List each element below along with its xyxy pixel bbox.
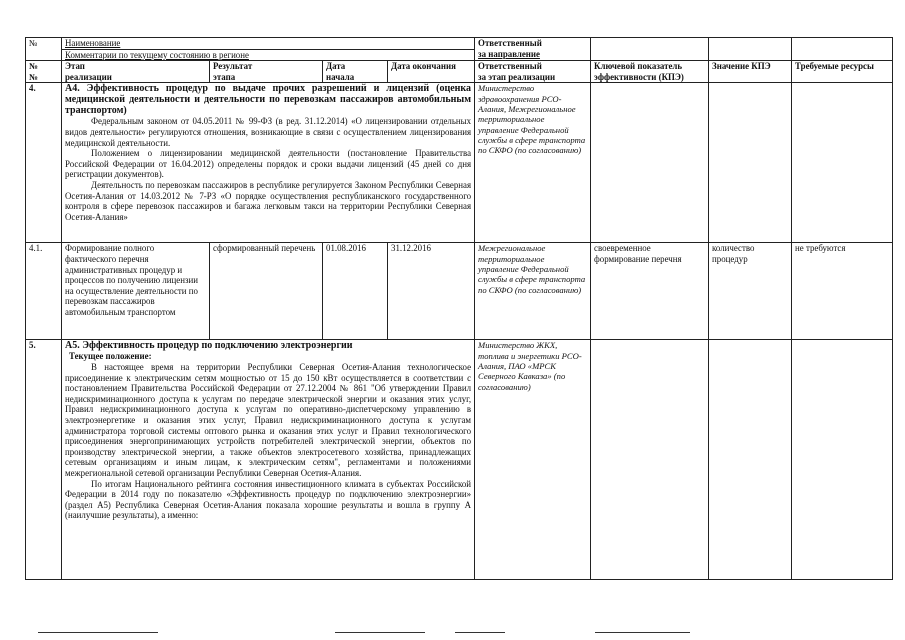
header-row-1 — [26, 38, 893, 50]
measures-table — [25, 37, 893, 580]
row-number: 4. — [26, 83, 62, 243]
row-resources: не требуются — [792, 243, 893, 340]
row-end-date: 31.12.2016 — [388, 243, 475, 340]
footer-line — [595, 632, 690, 633]
table-row-5 — [26, 340, 893, 580]
header-empty-1 — [591, 38, 709, 61]
header-empty-2 — [709, 38, 792, 61]
row-responsible: Министерство здравоохранения РСО-Алания, Межрегиональное территориальное управление Федеральной службы в сфере транспорта по СКФО (по согласованию) — [475, 83, 591, 243]
paragraph: Федеральным законом от 04.05.2011 № 99-ФЗ (в ред. 31.12.2014) «О лицензировании отдельных видов деятельности» регулируются отношения, возникающие в связи с осуществлением лицензирования медицинской деятельности. — [65, 116, 472, 148]
header-empty-3 — [792, 38, 893, 61]
row-number: 4.1. — [26, 243, 62, 340]
row-stage: Формирование полного фактического перечня административных процедур и процессов по получению лицензии на осуществление деятельности по перевозкам пассажиров автомобильным транспортом — [62, 243, 210, 340]
header-stage: Этап реализации — [62, 61, 210, 83]
row-start-date: 01.08.2016 — [323, 243, 388, 340]
header-result: Результат этапа — [210, 61, 323, 83]
header-name: Наименование — [62, 38, 475, 50]
header-end-date: Дата окончания — [388, 61, 475, 83]
row-description — [62, 83, 475, 243]
paragraph: Деятельность по перевозкам пассажиров в республике регулируется Законом Республики Северная Осетия-Алания от 14.03.2012 № 7-РЗ «О порядке осуществления республиканского государственного контроля в сфере перевозок пассажиров и багажа легковым такси на территории Республики Северная Осетия-Алания» — [65, 179, 472, 222]
header-number: № — [26, 38, 62, 61]
section-title: А5. Эффективность процедур по подключению электроэнергии — [65, 340, 353, 352]
header-kpi-value: Значение КПЭ — [709, 61, 792, 83]
paragraph: По итогам Национального рейтинга состояния инвестиционного климата в субъектах Российской Федерации в 2014 году по показателю «Эффективность процедур по подключению электроэнергии» (раздел А5) Республика Северная Осетия-Алания показала хорошие результаты и вошла в группу А (наилучшие результаты), а именно: — [65, 478, 472, 521]
row-responsible: Межрегиональное территориальное управление Федеральной службы в сфере транспорта по СКФО (по согласованию) — [475, 243, 591, 340]
paragraph: Положением о лицензировании медицинской деятельности (постановление Правительства Российской Федерации от 16.04.2012) определены порядок и сроки выдачи лицензий (45 дней со дня регистрации документов). — [65, 148, 472, 180]
table-row-4 — [26, 83, 893, 243]
row-number: 5. — [26, 340, 62, 580]
empty-cell — [792, 340, 893, 580]
header-responsible-stage: Ответственный за этап реализации — [475, 61, 591, 83]
empty-cell — [709, 340, 792, 580]
header-subnumber: № № — [26, 61, 62, 83]
empty-cell — [591, 340, 709, 580]
paragraph: В настоящее время на территории Республики Северная Осетия-Алания технологическое присоединение к электрическим сетям мощностью от 15 до 150 кВт осуществляется в соответствии с постановлением Правительства Российской Федерации от 27.12.2004 № 861 "Об утверждении Правил недискриминационного доступа к услугам по передаче электрической энергии и оказания этих услуг, Правил недискриминационного доступа к услугам по оперативно-диспетчерскому управлению в электроэнергетике и оказания этих услуг, Правил недискриминационного доступа к услугам администратора торговой системы оптового рынка и оказания этих услуг и Правил технологического присоединения энергопринимающих устройств потребителей электрической энергии, объектов по производству электрической энергии, а также объектов электросетевого хозяйства, принадлежащих сетевым организациям и иным лицам, к электрическим сетям", регламентами и положениями межрегиональной сетевой организации Республики Северная Осетия-Алания. — [65, 361, 472, 478]
section-title: А4. Эффективность процедур по выдаче прочих разрешений и лицензий (оценка медицинской деятельности и деятельности по перевозкам пассажиров автомобильным транспортом) — [65, 83, 472, 117]
header-start-date: Дата начала — [323, 61, 388, 83]
empty-cell — [792, 83, 893, 243]
row-responsible: Министерство ЖКХ, топлива и энергетики РСО-Алания, ПАО «МРСК Северного Кавказа» (по согласованию) — [475, 340, 591, 580]
row-kpi-value: количество процедур — [709, 243, 792, 340]
empty-cell — [591, 83, 709, 243]
footer-line — [335, 632, 425, 633]
footer-line — [38, 632, 158, 633]
header-comment: Комментарии по текущему состоянию в регионе — [62, 49, 475, 61]
footer-line — [455, 632, 505, 633]
header-row-3 — [26, 61, 893, 83]
row-result: сформированный перечень — [210, 243, 323, 340]
table-row-4-1 — [26, 243, 893, 340]
header-resources: Требуемые ресурсы — [792, 61, 893, 83]
row-description — [62, 340, 475, 580]
row-kpi: своевременное формирование перечня — [591, 243, 709, 340]
empty-cell — [709, 83, 792, 243]
section-subtitle: Текущее положение: — [69, 351, 152, 362]
header-responsible-direction: Ответственный за направление — [475, 38, 591, 61]
header-kpi: Ключевой показатель эффективности (КПЭ) — [591, 61, 709, 83]
